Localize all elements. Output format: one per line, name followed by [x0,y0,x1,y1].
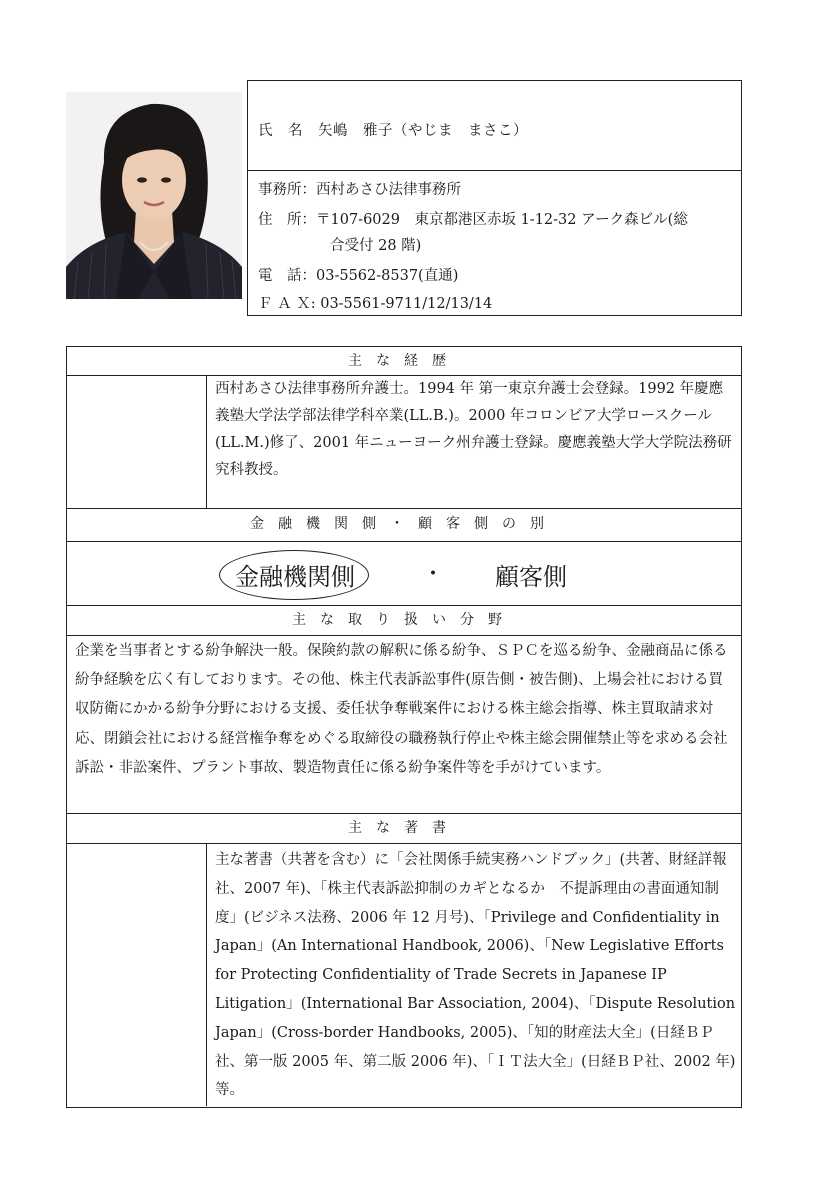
career-text: 西村あさひ法律事務所弁護士。1994 年 第一東京弁護士会登録。1992 年慶應義塾大学法学部法律学科卒業(LL.B.)。2000 年コロンビア大学ロースクール(LL.M.)修了、2001 年ニューヨーク州弁護士登録。慶應義塾大学大学院法務研究科教授。 [215,381,732,478]
portrait-photo [66,92,242,299]
fields-text: 企業を当事者とする紛争解決一般。保険約款の解釈に係る紛争、ＳＰＣを巡る紛争、金融商品に係る紛争経験を広く有しております。その他、株主代表訴訟事件(原告側・被告側)、上場会社における買収防衛にかかる紛争分野における支援、委任状争奪戦案件における株主総会指導、株主買取請求対応、閉鎖会社における経営権争奪をめぐる取締役の職務執行停止や株主総会開催禁止等を求める会社訴訟・非訟案件、プラント事故、製造物責任に係る紛争案件等を手がけています。 [75,643,728,776]
address-line-continued: 合受付 28 階) [330,238,422,254]
option-financial-institution: 金融機関側 [235,563,355,591]
fields-header: 主な取り扱い分野 [67,606,741,636]
side-header: 金融機関側・顧客側の別 [67,509,741,542]
name-line: 氏 名 矢嶋 雅子（やじま まさこ） [248,81,741,171]
option-separator: ・ [422,562,445,587]
career-header: 主な経歴 [67,347,741,376]
publications-header: 主な著書 [67,814,741,844]
contact-info-box [247,80,742,316]
office-line: 事務所：西村あさひ法律事務所 [258,182,461,198]
fax-line: Ｆ Ａ Ｘ: 03-5561-9711/12/13/14 [258,296,493,312]
publications-text: 主な著書（共著を含む）に「会社関係手続実務ハンドブック」(共著、財経詳報社、2007 年)、「株主代表訴訟抑制のカギとなるか 不提訴理由の書面通知制度」(ビジネス法務、2006 年 12 月号)、「Privilege and Confidentiality in Japan」(An International Handbook, 2006)、「New Legislative Efforts for Protecting Confidentiality of Trade Secrets in Japanese IP Litigation」(International Bar Association, 2004)、「Dispute Resolution Japan」(Cross-border Handbooks, 2005)、「知的財産法大全」(日経ＢＰ社、第一版 2005 年、第二版 2006 年)、「ＩＴ法大全」(日経ＢＰ社、2002 年)等。 [215,852,736,1099]
profile-table [66,346,742,1108]
address-line: 住 所：〒107-6029 東京都港区赤坂 1-12-32 アーク森ビル(総 [258,212,688,228]
phone-line: 電 話：03-5562-8537(直通) [258,268,459,284]
career-divider [206,376,207,508]
publications-divider [206,844,207,1106]
option-client: 顧客側 [495,563,567,591]
